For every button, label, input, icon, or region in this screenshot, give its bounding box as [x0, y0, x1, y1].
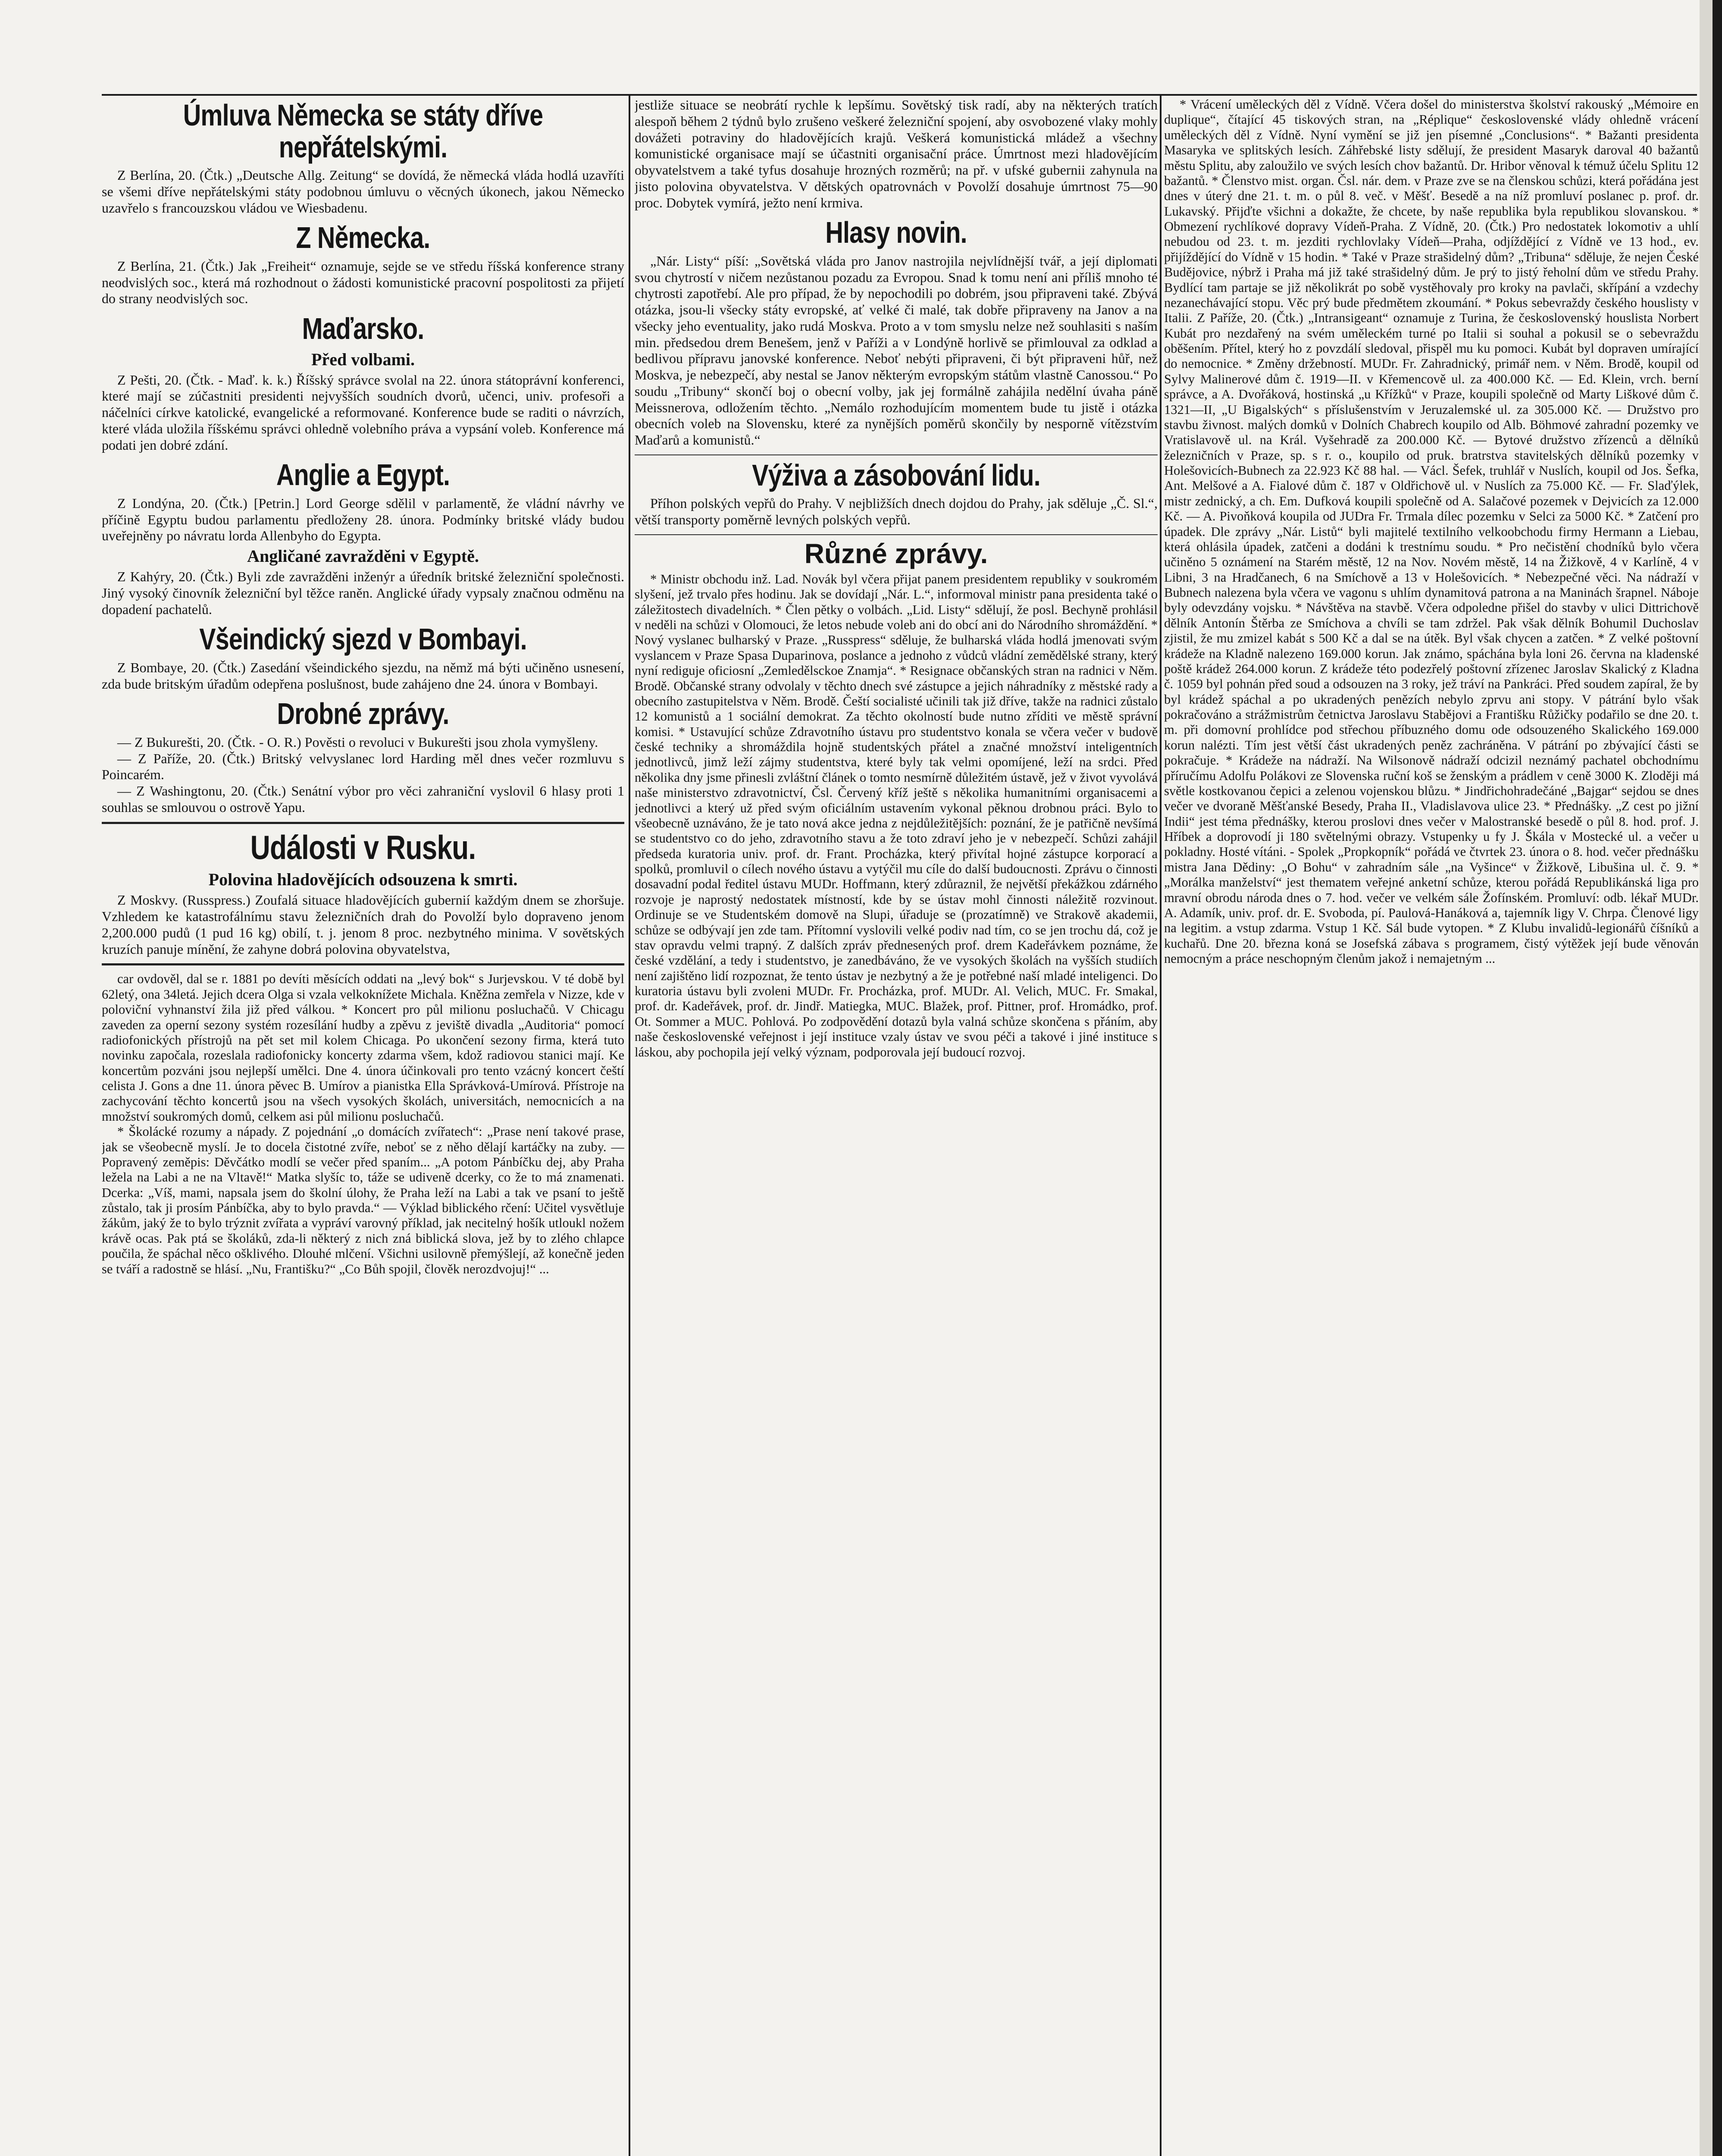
article-news-briefs — [1164, 97, 1699, 966]
column-2 — [635, 97, 1158, 2156]
article-bombay — [102, 624, 624, 692]
article-headline: Události v Rusku. — [250, 828, 476, 866]
column-3 — [1164, 97, 1699, 2156]
article-headline: Výživa a zásobování lidu. — [752, 458, 1040, 492]
article-drobne-zpravy — [102, 698, 624, 815]
section-divider — [635, 534, 1158, 535]
article-hlasy-novin — [635, 217, 1158, 448]
article-z-nemecka — [102, 222, 624, 307]
page-fold-shadow — [1700, 0, 1713, 2156]
article-umluva — [102, 100, 624, 216]
article-body: Z Moskvy. (Russpress.) Zoufalá situace hladovějících gubernií každým dnem se zhoršuje. Vzhledem ke katastrofálnímu stavu železničních drah do Povolží bylo dopraveno jenom 2,200.000 pudů (1 pud 16 kg) obilí, t. j. jenom 8 proc. nezbytného minima. V sovětských kruzích panuje mínění, že zahyne dobrá polovina obyvatelstva, — [102, 892, 624, 957]
article-vyziva — [635, 460, 1158, 528]
article-headline: Úmluva Německa se státy dříve nepřátelskými. — [183, 98, 543, 164]
article-body: Z Bombaye, 20. (Čtk.) Zasedání všeindického sjezdu, na němž má býti učiněno usnesení, zda bude britským úřadům odepřena poslušnost, bude zahájeno dne 24. února v Bombayi. — [102, 659, 624, 692]
article-body: — Z Bukurešti, 20. (Čtk. - O. R.) Pověsti o revoluci v Bukurešti jsou zhola vymyšleny. — [117, 734, 598, 750]
section-divider — [102, 963, 624, 965]
article-headline: Anglie a Egypt. — [276, 458, 450, 492]
article-subheadline: Angličané zavražděni v Egyptě. — [247, 546, 479, 566]
article-headline: Maďarsko. — [302, 312, 424, 345]
top-rule — [102, 94, 1697, 96]
article-ruzne-zpravy — [635, 539, 1158, 1060]
article-body: * Školácké rozumy a nápady. Z pojednání „o domácích zvířatech“: „Prase není takové prase, jak se všeobecně myslí. Je to docela čistotné zvíře, neboť se z něho dělají kartáčky na zuby. — Popravený zeměpis: Děvčátko modlí se večer před spaním... „A potom Pánbíčku dej, aby Praha ležela na Labi a ne na Vltavě!“ Matka slyšíc to, táže se udiveně dcerky, co že to má znamenati. Dcerka: „Víš, mami, napsala jsem do školní úlohy, že Praha leží na Labi a tak ve psaní to ještě zůstalo, tak ji prosím Pánbíčka, aby to bylo pravda.“ — Výklad biblického rčení: Učitel vysvětluje žákům, jaký že to bylo trýznit zvířata a vypráví varovný příklad, jak necitelný hošík utloukl nožem krávě ocas. Pak ptá se školáků, zda-li některý z nich zná biblická slova, jež by to zlého chlapce poučila, že spáchal něco ošklivého. Dlouhé mlčení. Všichni usilovně přemýšlejí, až konečně jeden se tváří a radostně se hlásí. „Nu, Františku?“ „Co Bůh spojil, člověk nerozdvojuj!“ ... — [102, 1124, 624, 1276]
article-udalosti-rusko — [102, 830, 624, 958]
article-body: — Z Washingtonu, 20. (Čtk.) Senátní výbor pro věci zahraniční vyslovil 6 hlasy proti 1 souhlas se smlouvou o ostrově Yapu. — [102, 783, 624, 815]
article-headline: Hlasy novin. — [825, 216, 967, 250]
article-headline: Z Německa. — [296, 221, 430, 255]
article-body: Z Berlína, 20. (Čtk.) „Deutsche Allg. Zeitung“ se dovídá, že německá vláda hodlá uzavříti se všemi dříve nepřátelskými státy podobnou úmluvu o věcných úkonech, jakou Německo uzavřelo s francouzskou vládou ve Wiesbadenu. — [102, 167, 624, 216]
page-edge — [1713, 0, 1722, 2156]
section-divider — [635, 454, 1158, 455]
article-rusko-continued — [635, 97, 1158, 211]
article-body: Příhon polských vepřů do Prahy. V nejbližších dnech dojdou do Prahy, jak sděluje „Č. Sl.“, větší transporty poměrně levných polských vepřů. — [635, 495, 1158, 527]
article-subheadline: Polovina hladovějících odsouzena k smrti. — [208, 870, 518, 890]
article-feuilleton — [102, 971, 624, 1277]
section-divider — [102, 822, 624, 824]
article-anglie-egypt — [102, 459, 624, 617]
article-body: * Ministr obchodu inž. Lad. Novák byl včera přijat panem presidentem republiky v soukromém slyšení, jež trvalo přes hodinu. Jak se dovídají „Nár. L.“, informoval ministr pana presidenta také o záležitostech divadelních. * Člen pětky o volbách. „Lid. Listy“ sdělují, že posl. Bechyně prohlásil v neděli na schůzi v Olomouci, že letos nebude voleb ani do obcí ani do Národního shromáždění. * Nový vyslanec bulharský v Praze. „Russpress“ sděluje, že bulharská vláda hodlá jmenovati svým vyslancem v Praze Spasa Duparinova, poslance a jednoho z vůdců vládní zemědělské strany, který nyní rediguje oficiosní „Zemledělsckoe Znamja“. * Resignace občanských stran na radnici v Něm. Brodě. Občanské strany odvolaly v těchto dnech své zástupce a jejich náhradníky z městské rady a obecního zastupitelstva v Něm. Brodě. Čeští socialisté učinili tak již dříve, takže na radnici zůstalo 12 komunistů a 1 sociální demokrat. Za těchto okolností bude nutno zříditi ve městě správní komisi. * Ustavující schůze Zdravotního ústavu pro studentstvo konala se včera večer v budově české techniky a shromáždila hojně studentských přátel a značné množství inteligentních jednotlivců, jimž leží zájmy studentstva, které byly tak velmi opomíjené, leží na srdci. Před několika dny jsme přinesli zvláštní článek o tomto nesmírně důležitém ústavě, jež v život vyvolává naše ministerstvo zdravotnictví, Čsl. Červený kříž ještě s několika humanitními organisacemi a jednotlivci a který už před svým oficiálním ustavením vykonal pěknou drobnou práci. Bylo to všeobecně uznáváno, že je tato nová akce jedna z nejdůležitějších: poznání, že je patřičně nevšímá se studentstvo co do jeho, zdravotního stavu a že toto zdraví jeho je v nebezpečí. Schůzi zahájil předseda kuratoria univ. prof. dr. Frant. Procházka, který přivítal hojné zástupce korporací a spolků, promluvil o cílech nového ústavu a vytýčil mu cíle do další budoucnosti. Zprávu o činnosti dosavadní podal ředitel ústavu MUDr. Hoffmann, který zdůraznil, že největší překážkou zdárného rozvoje je naprostý nedostatek místností, kde by se ústav mohl činnosti náležitě rozvinout. Ordinuje se ve Studentském domově na Slupi, úřaduje se (prozatímně) ve Strakově akademii, schůze se odbývají jen zde tam. Přítomní vyslovili velké podiv nad tím, co se jen trochu dá, což je stav opravdu velmi trapný. Z dalších zpráv přednesených prof. drem Kadeřávkem poznáme, že české vzdělání, a tedy i studentstvo, je zanedbáváno, že ve vysokých školách na vyšších studiích není zajištěno lidí rozpoznat, že tento ústav je nezbytný a že je potřebné naší mladé inteligenci. Do kuratoria ústavu byli zvoleni MUDr. Fr. Procházka, prof. MUDr. Al. Velich, MUC. Fr. Smakal, prof. dr. Kadeřávek, prof. dr. Jindř. Matiegka, MUC. Blažek, prof. Pittner, prof. Hromádko, prof. Ot. Sommer a MUC. Pohlová. Po zodpovědění dotazů byla valná schůze skončena s přáním, aby naše československé veřejnost i její instituce vzaly ústav ve svou péči a takové i jiné instituce s láskou, aby pochopila její velký význam, podporovala její budoucí rozvoj. — [635, 571, 1158, 1059]
article-body: Z Londýna, 20. (Čtk.) [Petrin.] Lord George sdělil v parlamentě, že vládní návrhy ve příčině Egyptu budou parlamentu předloženy 28. února. Podmínky britské vlády budou uveřejněny po návratu lorda Allenbyho do Egypta. — [102, 495, 624, 544]
article-body: car ovdověl, dal se r. 1881 po devíti měsících oddati na „levý bok“ s Jurjevskou. V té době byl 62letý, ona 34letá. Jejich dcera Olga si vzala velkoknížete Michala. Kněžna zemřela v Nizze, kde v poloviční vyhnanství žila již před válkou. * Koncert pro půl milionu posluchačů. V Chicagu zaveden za operní sezony systém rozesílání hudby a zpěvu z jeviště divadla „Auditoria“ pomocí radiofonických přístrojů na pět set mil kolem Chicaga. Po ukončení sezony firma, která tuto novinku započala, rozeslala radiofonicky koncerty zdarma všem, kdož radiovou stanici mají. Ke koncertům pozváni jsou nejlepší umělci. Dne 4. února účinkovali pro tento vzácný koncert čeští celista J. Gons a dne 11. února pěvec B. Umírov a pianistka Ella Správková-Umírová. Přístroje na zachycování těchto koncertů jsou na všech vysokých školách, universitách, nemocnicích a na množství soukromých domů, celkem asi půl milionu posluchačů. — [102, 971, 624, 1124]
article-headline: Různé zprávy. — [804, 538, 988, 569]
article-body: Z Pešti, 20. (Čtk. - Maď. k. k.) Říšský správce svolal na 22. února státoprávní konferenci, které mají se zúčastniti presidenti nejvyšších soudních dvorů, učenci, univ. profesoři a náčelníci církve katolické, evangelické a reformované. Konference bude se raditi o návrzích, které vláda uložila říšskému správci ohledně volebního práva a vypsání voleb. Konference má podati jen dobré zdání. — [102, 372, 624, 453]
article-body: — Z Paříže, 20. (Čtk.) Britský velvyslanec lord Harding měl dnes večer rozmluvu s Poincarém. — [102, 750, 624, 783]
article-body: „Nár. Listy“ píší: „Sovětská vláda pro Janov nastrojila nejvlídnější tvář, a její diplomati svou chytrostí v ničem nezůstanou pozadu za Evropou. Snad k tomu není ani příliš mnoho té chytrosti zapotřebí. Ale pro případ, že by nepochodili po dobrém, jsou připraveni také. Zbývá otázka, jsou-li všecky státy evropské, ať velké či malé, tak dobře připraveny na Janov a na všecky jeho eventuality, jako rudá Moskva. Proto a v tom smyslu nelze než souhlasiti s naším min. předsedou drem Benešem, jenž v Paříži a v Londýně horlivě se přimlouval za odklad a bedlivou přípravu janovské konference. Neboť nebýti připraveni, či být připraveni hůř, než Moskva, je nebezpečí, aby nestal se Janov některým evropským státům vlastně Canossou.“ Po soudu „Tribuny“ skončí boj o obecní volby, jak jej formálně zahájila nedělní úvaha páně Meissnerova, odložením těchto. „Nemálo rozhodujícím momentem bude tu jistě i otázka obecních voleb na Slovensku, které za nynějších poměrů skončily by nesporně vítězstvím Maďarů a komunistů.“ — [635, 253, 1158, 448]
article-headline: Všeindický sjezd v Bombayi. — [199, 622, 527, 656]
column-1 — [102, 97, 624, 2156]
article-body: Z Berlína, 21. (Čtk.) Jak „Freiheit“ oznamuje, sejde se ve středu říšská konference strany neodvislých soc., která má rozhodnout o žádosti komunistické pracovní pospolitosti za přijetí do strany neodvislých soc. — [102, 258, 624, 307]
column-rule-2 — [1160, 94, 1162, 2156]
article-subheadline: Před volbami. — [311, 349, 415, 369]
column-rule-1 — [629, 94, 630, 2156]
article-body: * Vrácení uměleckých děl z Vídně. Včera došel do ministerstva školství rakouský „Mémoire en duplique“, čítající 45 tiskových stran, na „Réplique“ československé vlády ohledně vrácení uměleckých děl z Vídně. Nyní vymění se již jen písemné „Conclusions“. * Bažanti presidenta Masaryka ve splitských lesích. Záhřebské listy sdělují, že president Masaryk daroval 40 bažantů městu Splitu, aby zaloužilo ve svých lesích chov bažantů. Dr. Hribor věnoval k témuž účelu Splitu 12 bažantů. * Členstvo mist. organ. Čsl. nár. dem. v Praze zve se na členskou schůzi, která pořádána jest dnes v úterý dne 21. t. m. o půl 8. več. v Měšť. Besedě a na níž promluví poslanec p. prof. dr. Lukavský. Přijďte všichni a dokažte, že chcete, by naše republika byla republikou slovanskou. * Obmezení rychlíkové dopravy Vídeň-Praha. Z Vídně, 20. (Čtk.) Pro nedostatek lokomotiv a uhlí nebudou od 23. t. m. jezditi rychlovlaky Vídeň—Praha, odjíždějící z Vídně ve 13 hod., ev. přijíždějící do Vídně v 15 hodin. * Také v Praze strašidelný dům? „Tribuna“ sděluje, že nejen České Budějovice, nýbrž i Praha má již také strašidelný dům. Je prý to jistý řeholní dům ve středu Prahy. Bydlící tam partaje se již několikrát po sobě vystěhovaly pro kroky na pavlači, skřípání a vzdechy nezanechávající stopu. Věc prý bude předmětem zkoumání. * Pokus sebevraždy českého houslisty v Italii. Z Paříže, 20. (Čtk.) „Intransigeant“ oznamuje z Turina, že československý houslista Norbert Kubát pro nezdařený na svém uměleckém turné po Italii si souhal a pokusil se o sebevraždu oběšením. Přítel, který ho z povzdálí sledoval, přispěl mu ku pomoci. Kubát byl dopraven umírající do nemocnice. * Změny držebností. MUDr. Fr. Zahradnický, primář nem. v Něm. Brodě, koupil od Sylvy Malinerové dům č. 1919—II. v Křemencově ul. za 400.000 Kč. — Ed. Klein, vrch. berní správce, a A. Dvořáková, hostinská „u Křížků“ v Praze, koupili společně od Marty Liškové dům č. 1321—II, „U Bigalských“ s příslušenstvím v Jeruzalemské ul. za 305.000 Kč. — Družstvo pro stavbu živnost. malých domků v Dolních Chabrech koupilo od Alb. Böhmové zahradní pozemky ve Vratislavově ul. na Král. Vyšehradě za 200.000 Kč. — Bytové družstvo zřízenců a dělníků železničních v Praze, sp. s r. o., koupilo od pruk. bratrstva stavitelských dělníků pozemky v Holešovicích-Bubnech za 22.923 Kč 88 hal. — Václ. Šefek, truhlář v Nuslích, koupil od Jos. Šefka, Ant. Melšové a A. Fialové dům č. 187 v Oldřichově ul. v Nuslích za 75.000 Kč. — Fr. Slaďýlek, mistr zednický, a ch. Em. Dufková koupili společně od A. Salačové pozemek v Dejvicích za 12.000 Kč. — A. Pivoňková koupila od JUDra Fr. Trmala dílec pozemku v Selci za 5000 Kč. * Zatčení pro úpadek. Dle zprávy „Nár. Listů“ byli majitelé textilního velkoobchodu firmy Hermann a Liebau, která ohlásila úpadek, zatčeni a dodáni k trestnímu soudu. * Pro nečistění chodníků bylo včera učiněno 5 oznámení na Starém městě, 12 na Nov. Novém městě, 14 na Žižkově, 4 v Karlíně, 4 v Libni, 3 na Hradčanech, 6 na Smíchově a 13 v Holešovicích. * Nebezpečné věci. Na nádraží v Bubnech nalezena byla včera ve vagonu s uhlím dynamitová patrona a na Maninách šrapnel. Náboje byly odevzdány vojsku. * Návštěva na stavbě. Včera odpoledne přišel do stavby v ulici Dittrichově dělník Antonín Štěrba ze Smíchova a chvíli se tam zdržel. Pak však dělník Bohumil Duchoslav zjistil, že mu zmizel kabát s 500 Kč a dal se na útěk. Byl však chycen a zatčen. * Z velké poštovní krádeže na Kladně nalezeno 169.000 korun. Jak známo, spáchána byla loni 26. června na kladenské poště krádež 264.000 korun. Z krádeže této podezřelý poštovní zřízenec Jaroslav Skalický z Kladna č. 1059 byl pohnán před soud a odsouzen na 3 roky, jež tráví na Pankráci. Před soudem zapíral, že by byl krádež spáchal a po ukradených penězích nebylo zprvu ani stopy. V pátrání bylo však pokračováno a strážmistrům četnictva Jaroslavu Stabějovi a Františku Růžičky podařilo se dne 20. t. m. při domovní prohlídce pod střechou příbuzného domu ode odsouzeného Skalického 169.000 korun nalézti. Tím jest větší část ukradených peněz zachráněna. V pátrání po zbývající části se pokračuje. * Krádeže na nádraží. Na Wilsonově nádraží odcizil neznámý pachatel obchodnímu příručímu Adolfu Polákovi ze Slovenska ruční koš se ženským a prádlem v ceně 3000 K. Zloději má světle kostkovanou čepici a zelenou vojenskou blůzu. * Jindřichohradečáné „Bajgar“ sejdou se dnes večer ve dvoraně Měšťanské Besedy, Praha II., Vladislavova ulice 23. * Přednášky. „Z cest po jižní Indii“ jest téma přednášky, kterou proslovi dnes večer v Malostranské besedě o půl 8. hod. prof. J. Hříbek a doprovodí ji 180 světelnými obrazy. Vstupenky u fy J. Škála v Mostecké ul. a večer u pokladny. Hosté vítáni. - Spolek „Propkopník“ pořádá ve čtvrtek 23. února o 8. hod. večer přednášku mistra Jana Dědiny: „O Bohu“ v zahradním sále „na Vyšince“ v Žižkově, Libušina ul. č. 9. * „Morálka manželství“ jest thematem veřejné anketní schůze, kterou pořádá Republikánská liga pro mravní obrodu národa dnes o 7. hod. večer ve velkém sále Žofínském. Promluví: odb. lékař MUDr. A. Adamík, univ. prof. dr. E. Svoboda, pí. Paulová-Hanáková a, tajemník ligy V. Chrpa. Členové ligy na legitim. a vstup zdarma. Vstup 1 Kč. Sál bude vytopen. * Z Klubu invalidů-legionářů číšníků a kuchařů. Dne 20. března koná se Josefská zábava s programem, čistý výtěžek její bude věnován nemocným a práce neschopným členům jakož i nemajetným ... — [1164, 97, 1699, 966]
article-madarsko — [102, 313, 624, 453]
article-headline: Drobné zprávy. — [277, 697, 449, 731]
article-body: jestliže situace se neobrátí rychle k lepšímu. Sovětský tisk radí, aby na některých tratích alespoň během 2 týdnů bylo zrušeno veškeré železniční spojení, aby osvobozené vlaky mohly dovážeti potraviny do hladovějících krajů. Veškerá komunistická mládež a všechny komunistické organisace mají se účastniti organisační práce. Úmrtnost mezi hladovějícím obyvatelstvem a také tyfus dosahuje hrozných rozměrů; na př. v ufské gubernii zahynula na jisto polovina obyvatelstva. V dětských opatrovnách v Povolží dosahuje úmrtnost 75—90 proc. Dobytek vymírá, ježto není krmiva. — [635, 97, 1158, 210]
article-body: Z Kahýry, 20. (Čtk.) Byli zde zavražděni inženýr a úředník britské železniční společnosti. Jiný vysoký činovník železniční byl těžce raněn. Anglické úřady vypsaly značnou odměnu na dopadení pachatelů. — [102, 569, 624, 617]
